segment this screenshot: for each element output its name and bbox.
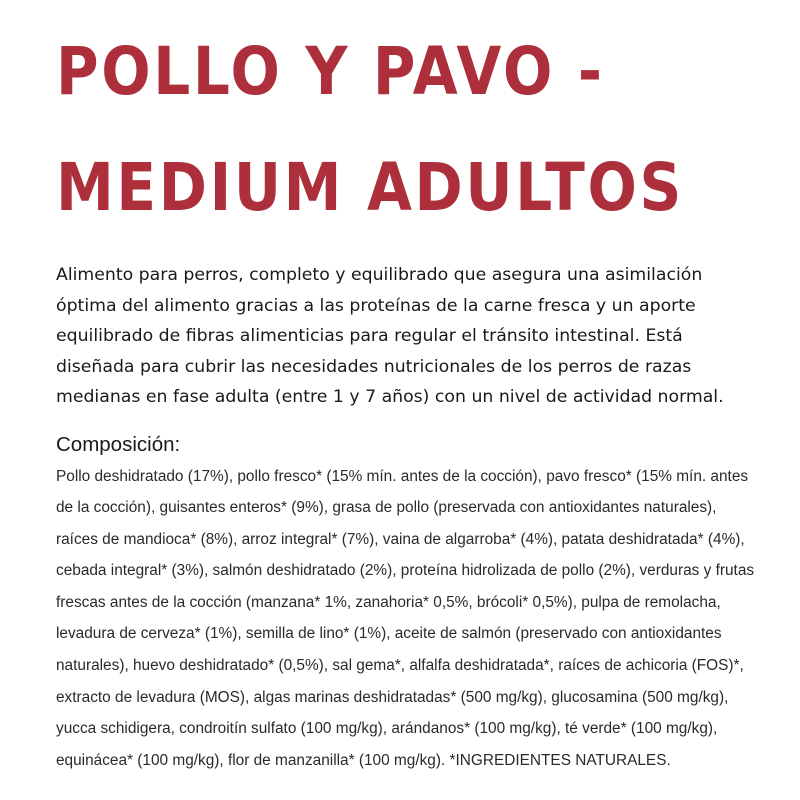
composition-text: Pollo deshidratado (17%), pollo fresco* (15% mín. antes de la cocción), pavo fresco* (15% mín. antes de la cocción), guisantes enteros* (9%), grasa de pollo (preservada con antioxidantes naturales), raíces de mandioca* (8%), arroz integral* (7%), vaina de algarroba* (4%), patata deshidratada* (4%), cebada integral* (3%), salmón deshidratado (2%), proteína hidrolizada de pollo (2%), verduras y frutas frescas antes de la cocción (manzana* 1%, zanahoria* 0,5%, brócoli* 0,5%), pulpa de remolacha, levadura de cerveza* (1%), semilla de lino* (1%), aceite de salmón (preservado con antioxidantes naturales), huevo deshidratado* (0,5%), sal gema*, alfalfa deshidratada*, raíces de achicoria (FOS)*, extracto de levadura (MOS), algas marinas deshidratadas* (500 mg/kg), glucosamina (500 mg/kg), yucca schidigera, condroitín sulfato (100 mg/kg), arándanos* (100 mg/kg), té verde* (100 mg/kg), equinácea* (100 mg/kg), flor de manzanilla* (100 mg/kg).	[56, 467, 755, 769]
product-title	[56, 14, 684, 246]
composition-paragraph	[56, 461, 756, 777]
composition-heading: Composición:	[56, 432, 181, 456]
product-description: Alimento para perros, completo y equilibrado que asegura una asimilación óptima del alimento gracias a las proteínas de la carne fresca y un aporte equilibrado de fibras alimenticias para regular el tránsito intestinal. Está diseñada para cubrir las necesidades nutricionales de los perros de razas medianas en fase adulta (entre 1 y 7 años) con un nivel de actividad normal.	[56, 265, 724, 407]
product-title-line-1: POLLO Y PAVO -	[56, 33, 605, 110]
composition-note: *INGREDIENTES NATURALES.	[449, 751, 671, 769]
product-title-line-2: MEDIUM ADULTOS	[56, 149, 684, 226]
